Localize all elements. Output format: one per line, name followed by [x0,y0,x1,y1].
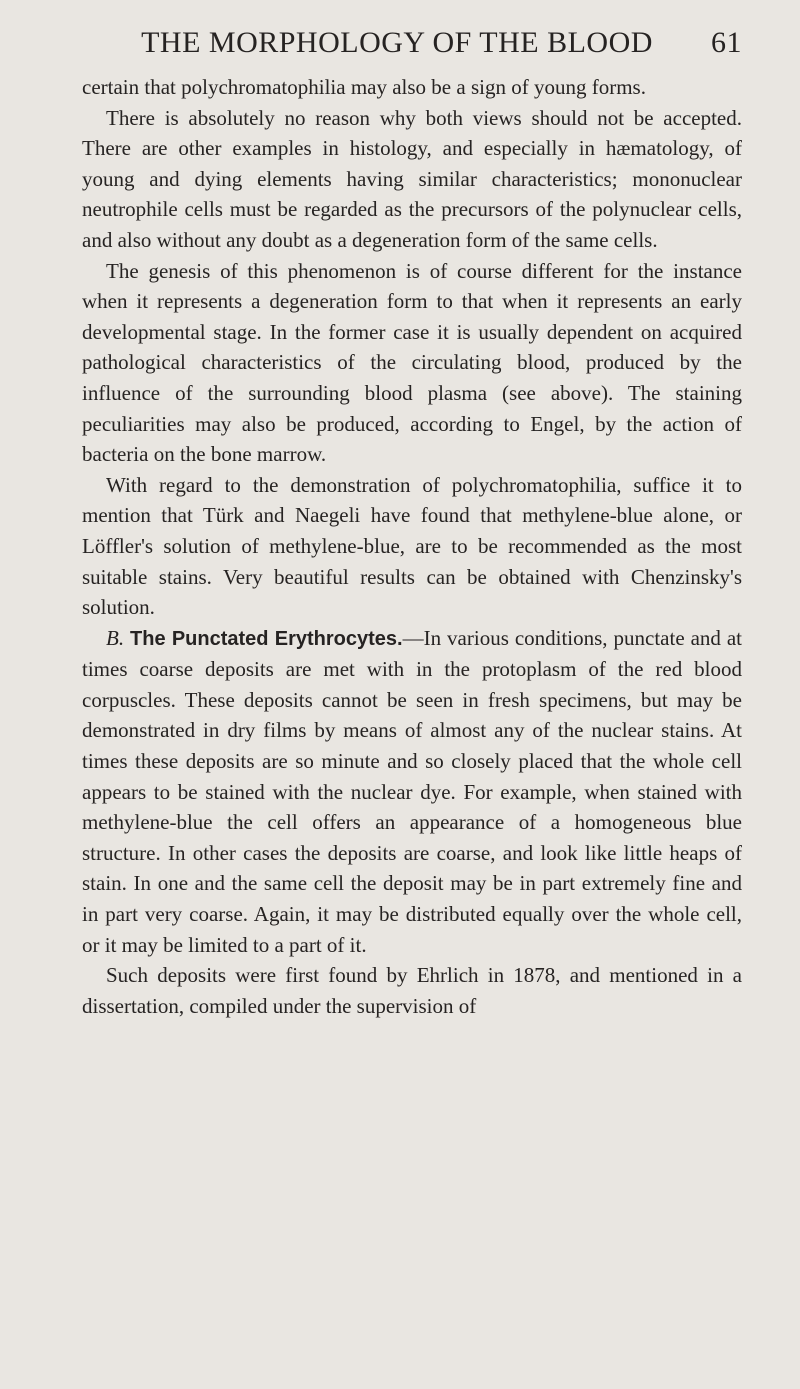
section-paragraph [82,623,742,961]
page-number: 61 [711,26,742,59]
paragraph-text: —In various conditions, punctate and at times coarse deposits are met with in the protoplasm of the red blood corpuscles. These deposits cannot be seen in fresh specimens, but may be demonstrated in dry films by means of almost any of the nuclear stains. At times these deposits are so minute and so closely placed that the whole cell appears to be stained with the nuclear dye. For example, when stained with methylene-blue the cell offers an appearance of a homogeneous blue structure. In other cases the deposits are coarse, and look like little heaps of stain. In one and the same cell the deposit may be in part extremely fine and in part very coarse. Again, it may be distributed equally over the whole cell, or it may be limited to a part of it. [82,625,743,957]
running-header [82,26,742,72]
paragraph-continued [82,72,742,103]
section-heading: The Punctated Erythrocytes. [130,627,403,650]
paragraph [82,470,742,623]
running-title: THE MORPHOLOGY OF THE BLOOD [141,26,653,59]
paragraph-text: Such deposits were first found by Ehrlich in 1878, and mentioned in a dissertation, compiled under the supervision of [82,963,742,1018]
body-text [82,72,742,1021]
paragraph [82,103,742,256]
paragraph-text: The genesis of this phenomenon is of course different for the instance when it represents a degeneration form to that when it represents an early developmental stage. In the former case it is usually dependent on acquired pathological characteristics of the circulating blood, produced by the influence of the surrounding blood plasma (see above). The staining peculiarities may also be produced, according to Engel, by the action of bacteria on the bone marrow. [82,258,742,467]
paragraph-text: With regard to the demonstration of polychromatophilia, suffice it to mention that Türk and Naegeli have found that methylene-blue alone, or Löffler's solution of methylene-blue, are to be recommended as the most suitable stains. Very beautiful results can be obtained with Chenzinsky's solution. [82,472,742,620]
paragraph-text: certain that polychromatophilia may also be a sign of young forms. [82,75,646,99]
section-label: B. [106,625,125,650]
paragraph-text: There is absolutely no reason why both views should not be accepted. There are other examples in histology, and especially in hæmatology, of young and dying elements having similar characteristics; mononuclear neutrophile cells must be regarded as the precursors of the polynuclear cells, and also without any doubt as a degeneration form of the same cells. [82,105,742,252]
paragraph [82,256,742,470]
paragraph [82,960,742,1021]
